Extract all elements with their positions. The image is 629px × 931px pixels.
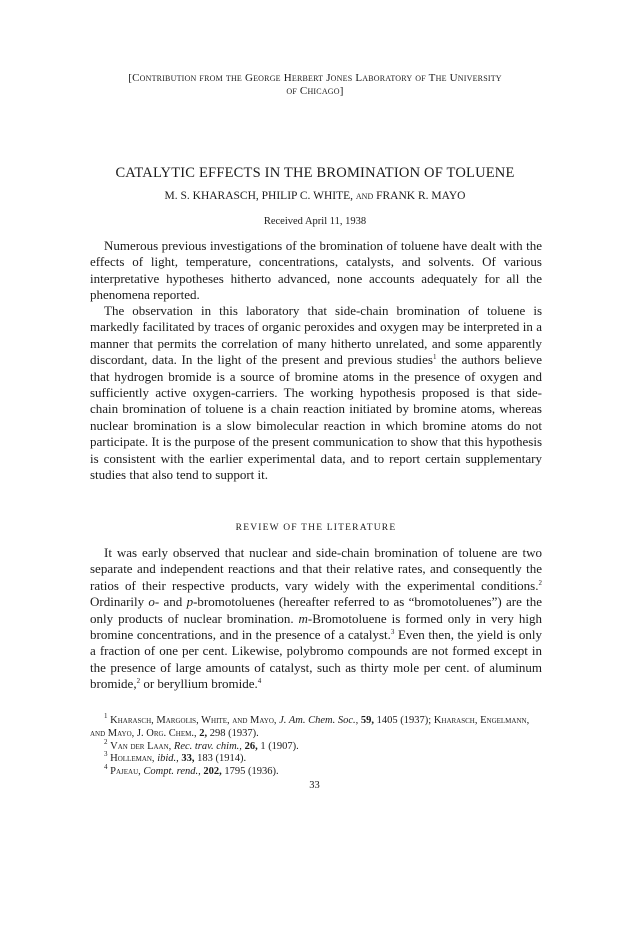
footnote-ref-3: 3 — [390, 628, 395, 637]
footnote-ref-4: 4 — [257, 677, 262, 686]
footnote-1-authors: Kharasch, Margolis, White, and Mayo, — [110, 715, 277, 726]
p3-ortho: o- — [148, 594, 160, 610]
footnote-1-volume-2: 2, — [199, 727, 208, 739]
paragraph-1-text: Numerous previous investigations of the bromination of toluene have dealt with the effects of light, temperature, concentrations, catalysts, and solvents. Of various interpretative hypotheses hitherto advanced, none accounts adequately for all the phenomena reported. — [90, 238, 542, 303]
authors-part-1: M. S. KHARASCH, PHILIP C. WHITE, — [164, 190, 354, 202]
footnote-1-number: 1 — [104, 712, 108, 720]
authors-part-2: FRANK R. MAYO — [376, 190, 466, 202]
p3-part-f: Even then, the yield is only a fraction of one per cent. Likewise, polybromo compounds are not formed except in the presence of large amounts of catalyst, such as thirty mole per cent. of aluminum bromide, — [90, 627, 542, 692]
contribution-line-1: [Contribution from the George Herbert Jones Laboratory of The University — [128, 72, 502, 84]
footnote-2-author: Van der Laan, — [110, 740, 172, 752]
footnote-3-author: Holleman, — [110, 753, 155, 765]
paragraph-2-part-b: the authors believe that hydrogen bromide is a source of bromine atoms in the presence of oxygen and sufficiently active oxygen-carriers. The working hypothesis proposed is that side-chain bromination of toluene is a chain reaction initiated by bromine atoms, whereas nuclear bromination is a slow bimolecular reaction in which bromine atoms do not participate. It is the purpose of the present communication to show that this hypothesis is consistent with the earlier experimental data, and to report certain supplementary studies that also tend to support it. — [90, 352, 542, 483]
footnote-2-volume: 26, — [244, 740, 258, 752]
footnote-1 — [90, 712, 542, 741]
footnote-4-author: Pajeau, — [110, 766, 141, 778]
p3-part-a: It was early observed that nuclear and side-chain bromination of toluene are two separate and independent reactions and that their relative rates, and consequently the ratios of their respective products, vary widely with the experimental conditions. — [90, 545, 542, 593]
footnote-1-pages: 1405 (1937); — [376, 715, 432, 726]
p3-part-c: and — [159, 594, 187, 610]
footnote-ref-2b: 2 — [136, 677, 141, 686]
footnote-2 — [90, 737, 542, 754]
footnote-ref-1: 1 — [432, 353, 437, 362]
paragraph-2-text — [90, 303, 542, 483]
p3-part-g: or beryllium bromide. — [140, 676, 258, 692]
footnote-3 — [90, 750, 542, 766]
footnote-4 — [90, 763, 542, 779]
p3-meta: m — [298, 610, 308, 626]
footnote-3-journal: ibid., — [157, 753, 179, 765]
footnote-ref-2: 2 — [538, 578, 542, 587]
authors-and: and — [355, 190, 374, 202]
contribution-note — [90, 72, 540, 98]
received-date: Received April 11, 1938 — [263, 216, 367, 227]
footnote-4-pages: 1795 (1936). — [224, 766, 279, 778]
footnote-1-volume: 59, — [360, 715, 375, 726]
footnote-3-number: 3 — [104, 750, 108, 759]
p3-part-b: Ordinarily — [90, 594, 149, 610]
footnote-1-journal: J. Am. Chem. Soc., — [279, 715, 359, 726]
footnote-3-pages: 183 (1914). — [197, 753, 247, 765]
paragraph-1 — [90, 238, 542, 304]
footnotes — [90, 712, 542, 779]
paragraph-2-part-a: The observation in this laboratory that side-chain bromination of toluene is markedly facilitated by traces of organic peroxides and oxygen may be interpreted in a manner that permits the correlation of many hitherto unrelated, and some apparently discordant, data. In the light of the present and previous studies — [90, 303, 542, 368]
contribution-line-2: of Chicago] — [286, 85, 344, 97]
paragraph-3-text — [90, 545, 542, 693]
footnote-2-journal: Rec. trav. chim., — [173, 740, 242, 752]
article-title: CATALYTIC EFFECTS IN THE BROMINATION OF TOLUENE — [115, 165, 515, 181]
footnote-2-pages: 1 (1907). — [260, 740, 299, 752]
footnote-4-journal: Compt. rend., — [143, 766, 201, 778]
footnote-3-volume: 33, — [181, 753, 195, 765]
footnote-4-volume: 202, — [203, 766, 222, 778]
paragraph-3 — [90, 545, 542, 693]
section-heading: REVIEW OF THE LITERATURE — [235, 523, 397, 533]
p3-para: p — [186, 594, 194, 610]
p3-part-d: -bromotoluenes (hereafter referred to as “bromotoluenes”) are the only products of nuclear bromination. — [90, 594, 542, 626]
footnote-1-journal-2: J. Org. Chem., — [136, 727, 197, 739]
footnote-2-number: 2 — [104, 737, 108, 746]
footnote-1-authors-2: Kharasch, Engelmann, and Mayo, — [90, 715, 530, 739]
article-authors — [60, 190, 570, 202]
page-number: 33 — [309, 780, 320, 791]
footnote-4-number: 4 — [104, 763, 108, 772]
footnote-1-pages-2: 298 (1937). — [209, 727, 259, 739]
paragraph-2 — [90, 303, 542, 483]
p3-part-e: -Bromotoluene is formed only in very high bromine concentrations, and in the presence of a catalyst. — [90, 610, 542, 643]
